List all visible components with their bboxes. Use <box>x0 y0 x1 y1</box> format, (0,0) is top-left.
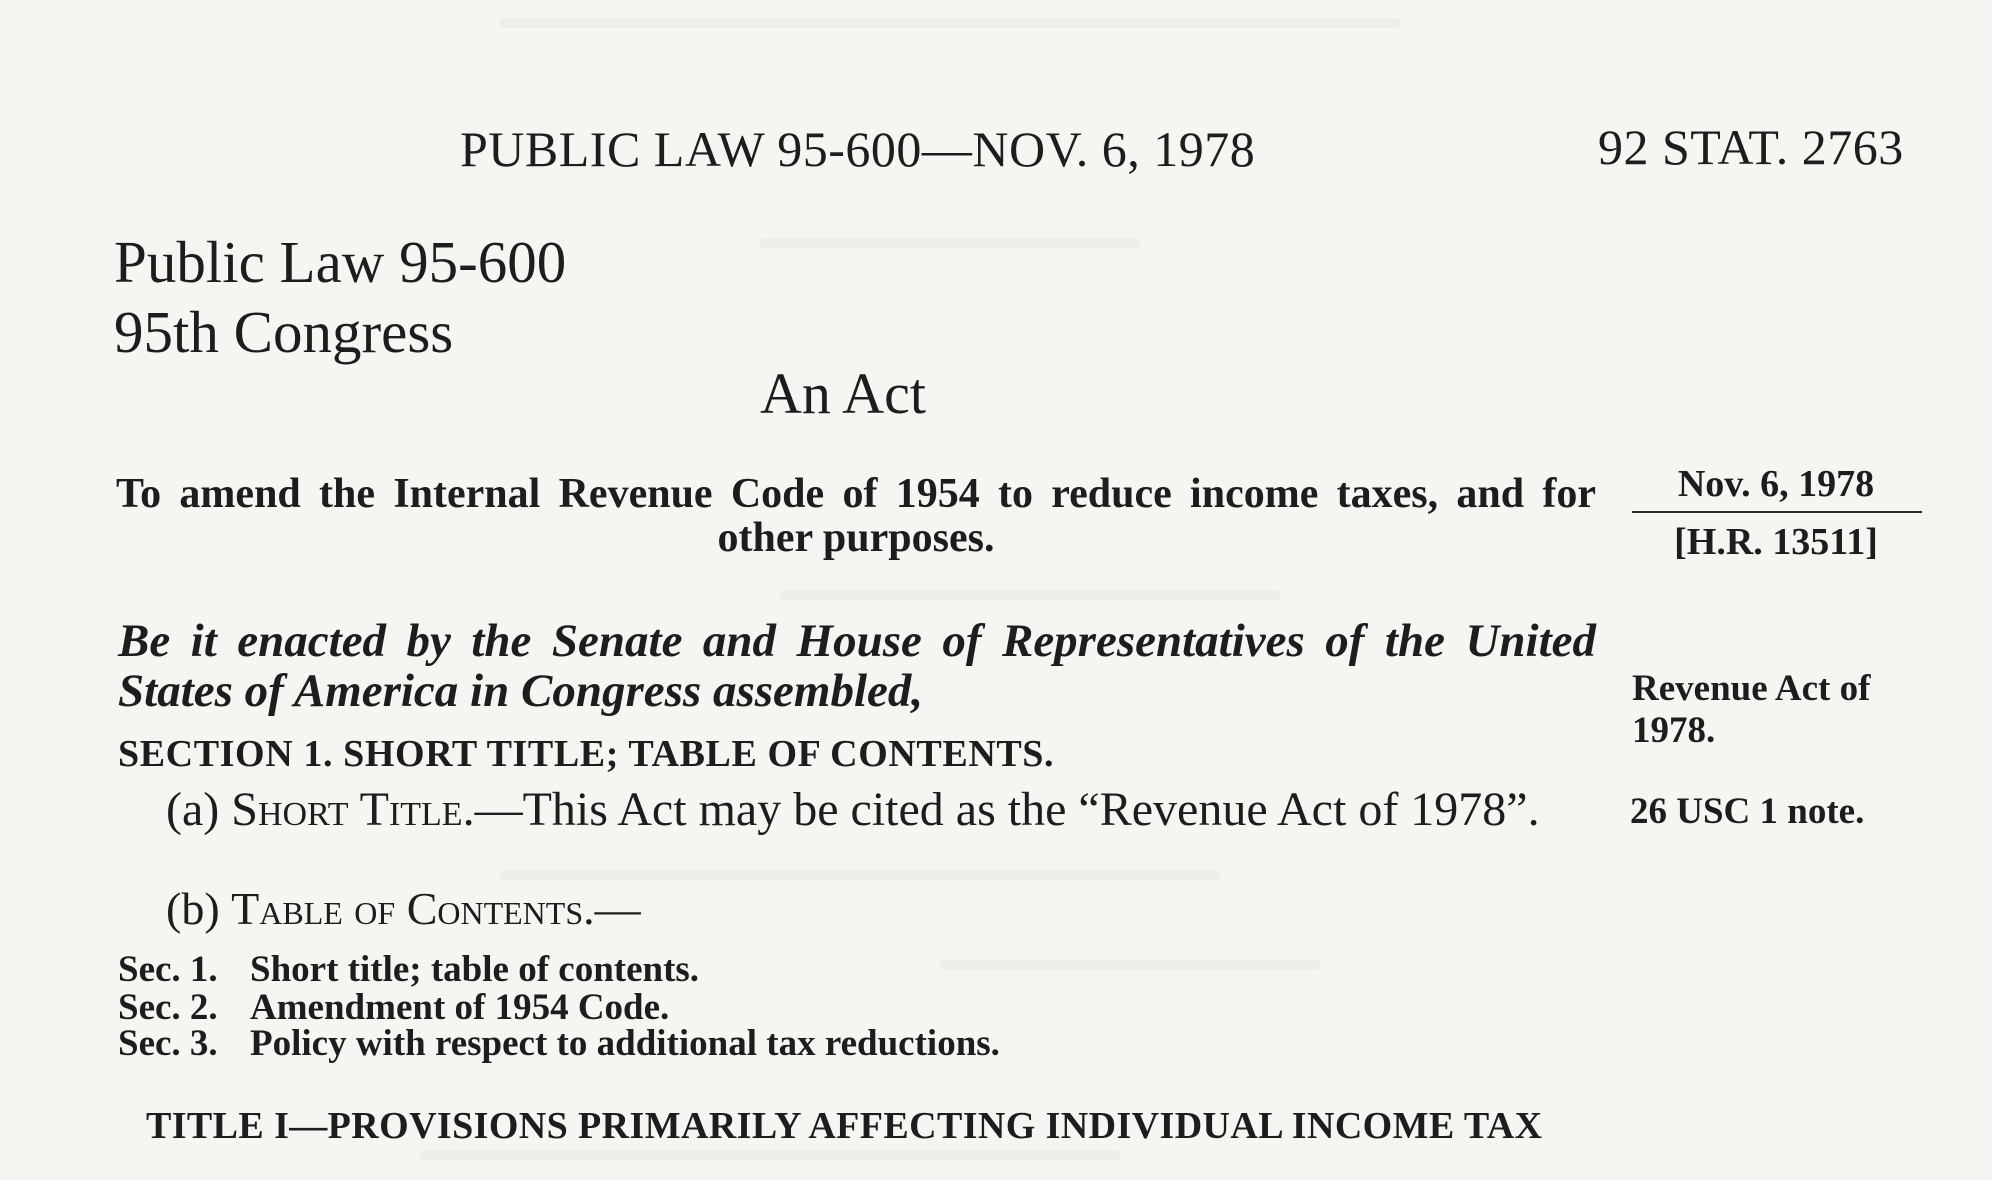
toc-entry-number: Sec. 2. <box>118 987 218 1028</box>
congress-number: 95th Congress <box>114 299 454 365</box>
toc-entry-title: Policy with respect to additional tax reductions. <box>250 1023 1000 1064</box>
subsection-a-label: (a) <box>166 783 232 836</box>
toc-entry <box>118 1022 1000 1065</box>
subsection-a-heading: Short Title <box>231 783 463 836</box>
bill-number-sidenote: [H.R. 13511] <box>1674 521 1878 563</box>
act-name-sidenote: Revenue Act of 1978. <box>1632 668 1871 751</box>
toc-entry-title: Short title; table of contents. <box>250 949 700 990</box>
section-heading: SECTION 1. SHORT TITLE; TABLE OF CONTENTS. <box>118 733 1055 775</box>
purpose-clause: To amend the Internal Revenue Code of 1954 to reduce income taxes, and for other purposes. <box>116 471 1596 561</box>
subsection-b-text: .— <box>583 883 641 934</box>
subsection-a-text: .—This Act may be cited as the “Revenue Act of 1978”. <box>462 783 1540 836</box>
subsection-b-heading: Table of Contents <box>231 883 584 934</box>
bleed-through-line <box>500 18 1400 28</box>
toc-entry-number: Sec. 3. <box>118 1023 218 1064</box>
usc-citation-sidenote: 26 USC 1 note. <box>1630 791 1865 832</box>
subsection-a <box>118 783 1596 836</box>
toc-entry-number: Sec. 1. <box>118 949 218 990</box>
bleed-through-line <box>940 960 1320 970</box>
act-heading: An Act <box>760 361 926 426</box>
toc-entry <box>118 948 699 991</box>
toc-entry-title: Amendment of 1954 Code. <box>250 987 670 1028</box>
bleed-through-line <box>760 238 1140 248</box>
subsection-b <box>166 882 641 935</box>
law-number: Public Law 95-600 <box>114 229 567 295</box>
enacting-clause: Be it enacted by the Senate and House of Representatives of the United States of America in Congress assembled, <box>118 615 1596 717</box>
bleed-through-line <box>780 590 1280 600</box>
bleed-through-line <box>500 870 1220 880</box>
statutes-at-large-reference: 92 STAT. 2763 <box>1598 119 1904 175</box>
bleed-through-line <box>420 1150 1120 1160</box>
running-head: PUBLIC LAW 95-600—NOV. 6, 1978 <box>460 121 1256 177</box>
title-heading: TITLE I—PROVISIONS PRIMARILY AFFECTING INDIVIDUAL INCOME TAX <box>146 1105 1543 1147</box>
subsection-b-label: (b) <box>166 883 232 934</box>
sidenote-rule <box>1632 511 1922 513</box>
enactment-date-sidenote: Nov. 6, 1978 <box>1677 463 1875 505</box>
